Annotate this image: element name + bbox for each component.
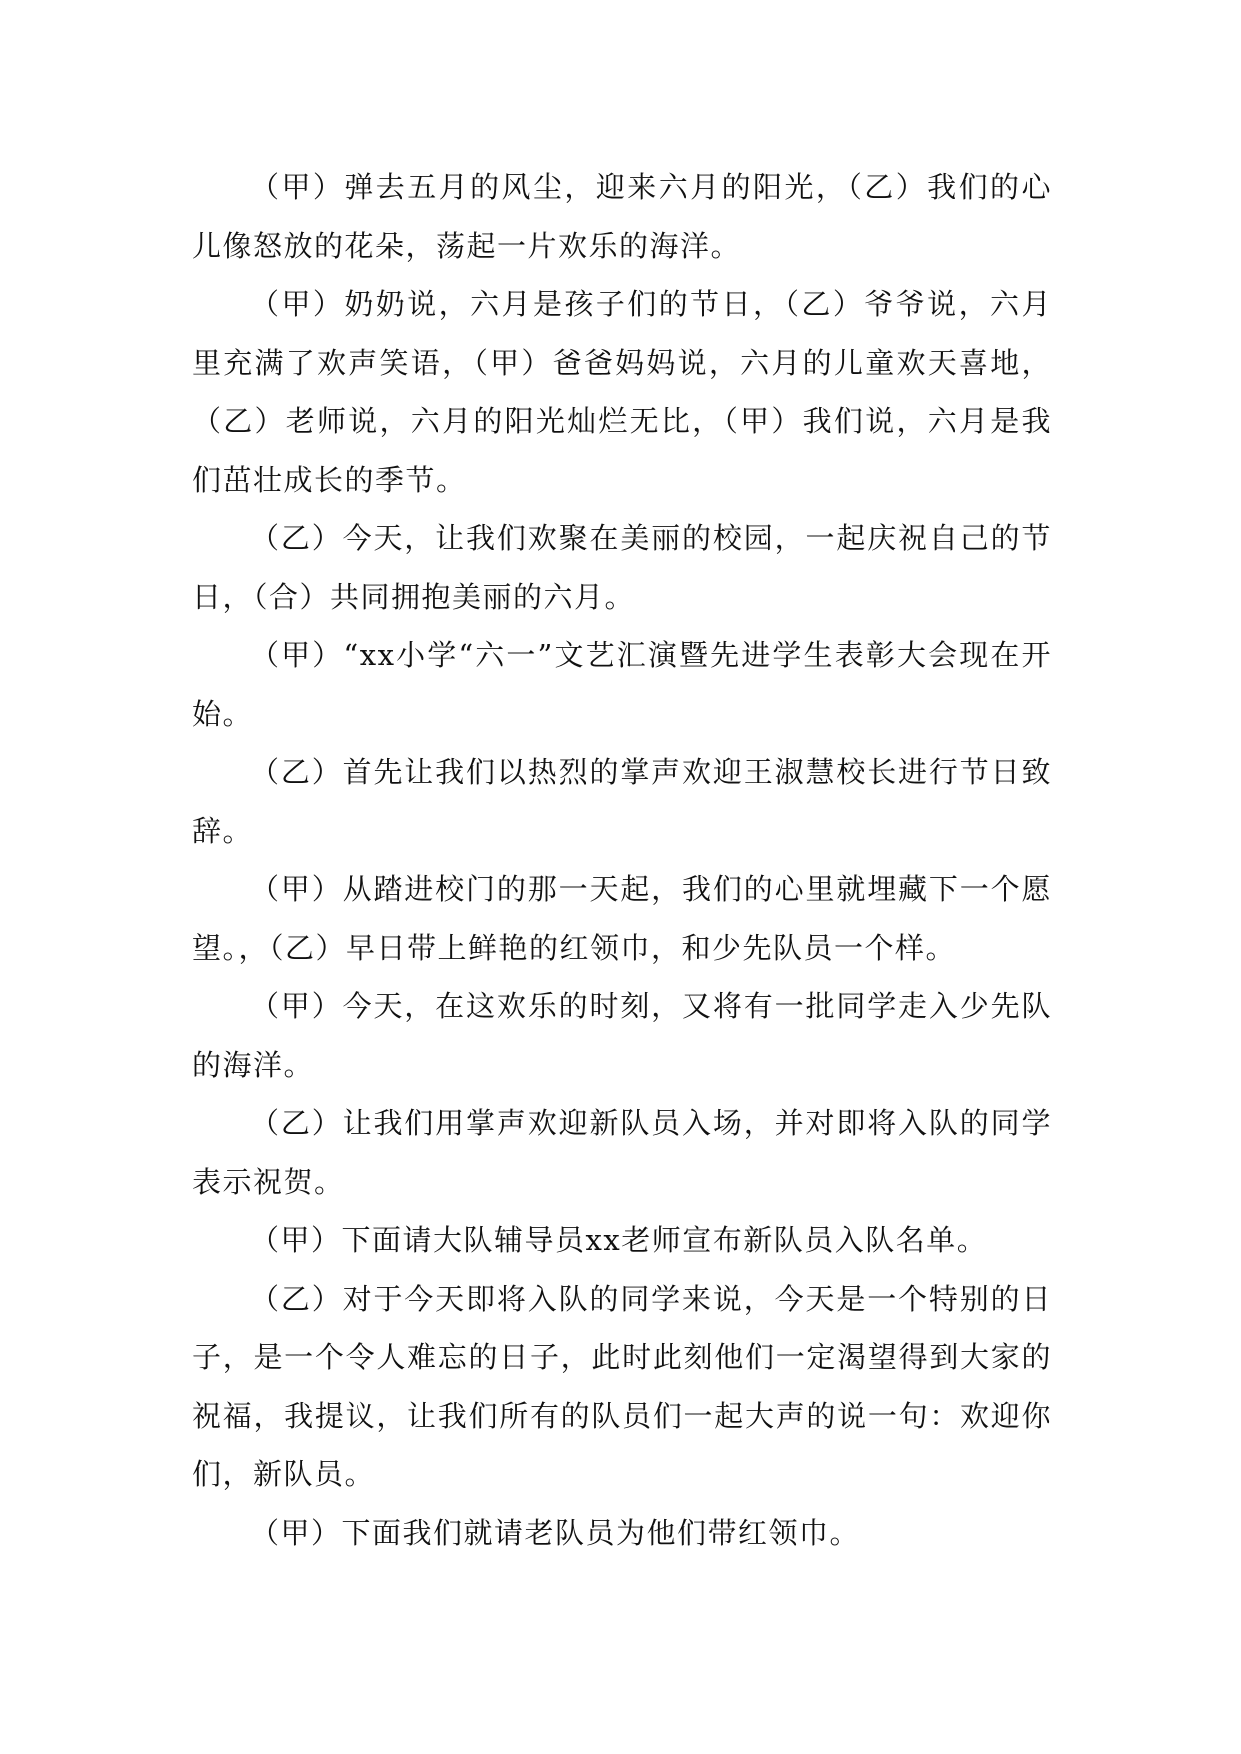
paragraph: （乙）让我们用掌声欢迎新队员入场，并对即将入队的同学表示祝贺。	[192, 1106, 1052, 1199]
paragraph: （乙）对于今天即将入队的同学来说，今天是一个特别的日子，是一个令人难忘的日子，此时此刻他们一定渴望得到大家的祝福，我提议，让我们所有的队员们一起大声的说一句：欢迎你们，新队员。	[192, 1281, 1052, 1491]
paragraph: （乙）今天，让我们欢聚在美丽的校园，一起庆祝自己的节日，（合）共同拥抱美丽的六月。	[192, 521, 1052, 614]
paragraph: （甲）下面请大队辅导员xx老师宣布新队员入队名单。	[250, 1223, 988, 1257]
paragraph: （甲）下面我们就请老队员为他们带红领巾。	[250, 1515, 861, 1550]
paragraph: （甲）奶奶说，六月是孩子们的节日，（乙）爷爷说，六月里充满了欢声笑语，（甲）爸爸妈妈说，六月的儿童欢天喜地，（乙）老师说，六月的阳光灿烂无比，（甲）我们说，六月是我们茁壮成长的季节。	[192, 287, 1052, 497]
paragraph: （甲）从踏进校门的那一天起，我们的心里就埋藏下一个愿望。，（乙）早日带上鲜艳的红领巾，和少先队员一个样。	[192, 872, 1052, 965]
paragraph: （甲）弹去五月的风尘，迎来六月的阳光，（乙）我们的心儿像怒放的花朵，荡起一片欢乐的海洋。	[192, 170, 1052, 263]
paragraph: （甲）今天，在这欢乐的时刻，又将有一批同学走入少先队的海洋。	[192, 989, 1052, 1082]
paragraph: （乙）首先让我们以热烈的掌声欢迎王淑慧校长进行节日致辞。	[192, 755, 1052, 848]
paragraph: （甲）“xx小学“六一”文艺汇演暨先进学生表彰大会现在开始。	[192, 638, 1052, 731]
document-body	[192, 158, 1052, 1562]
